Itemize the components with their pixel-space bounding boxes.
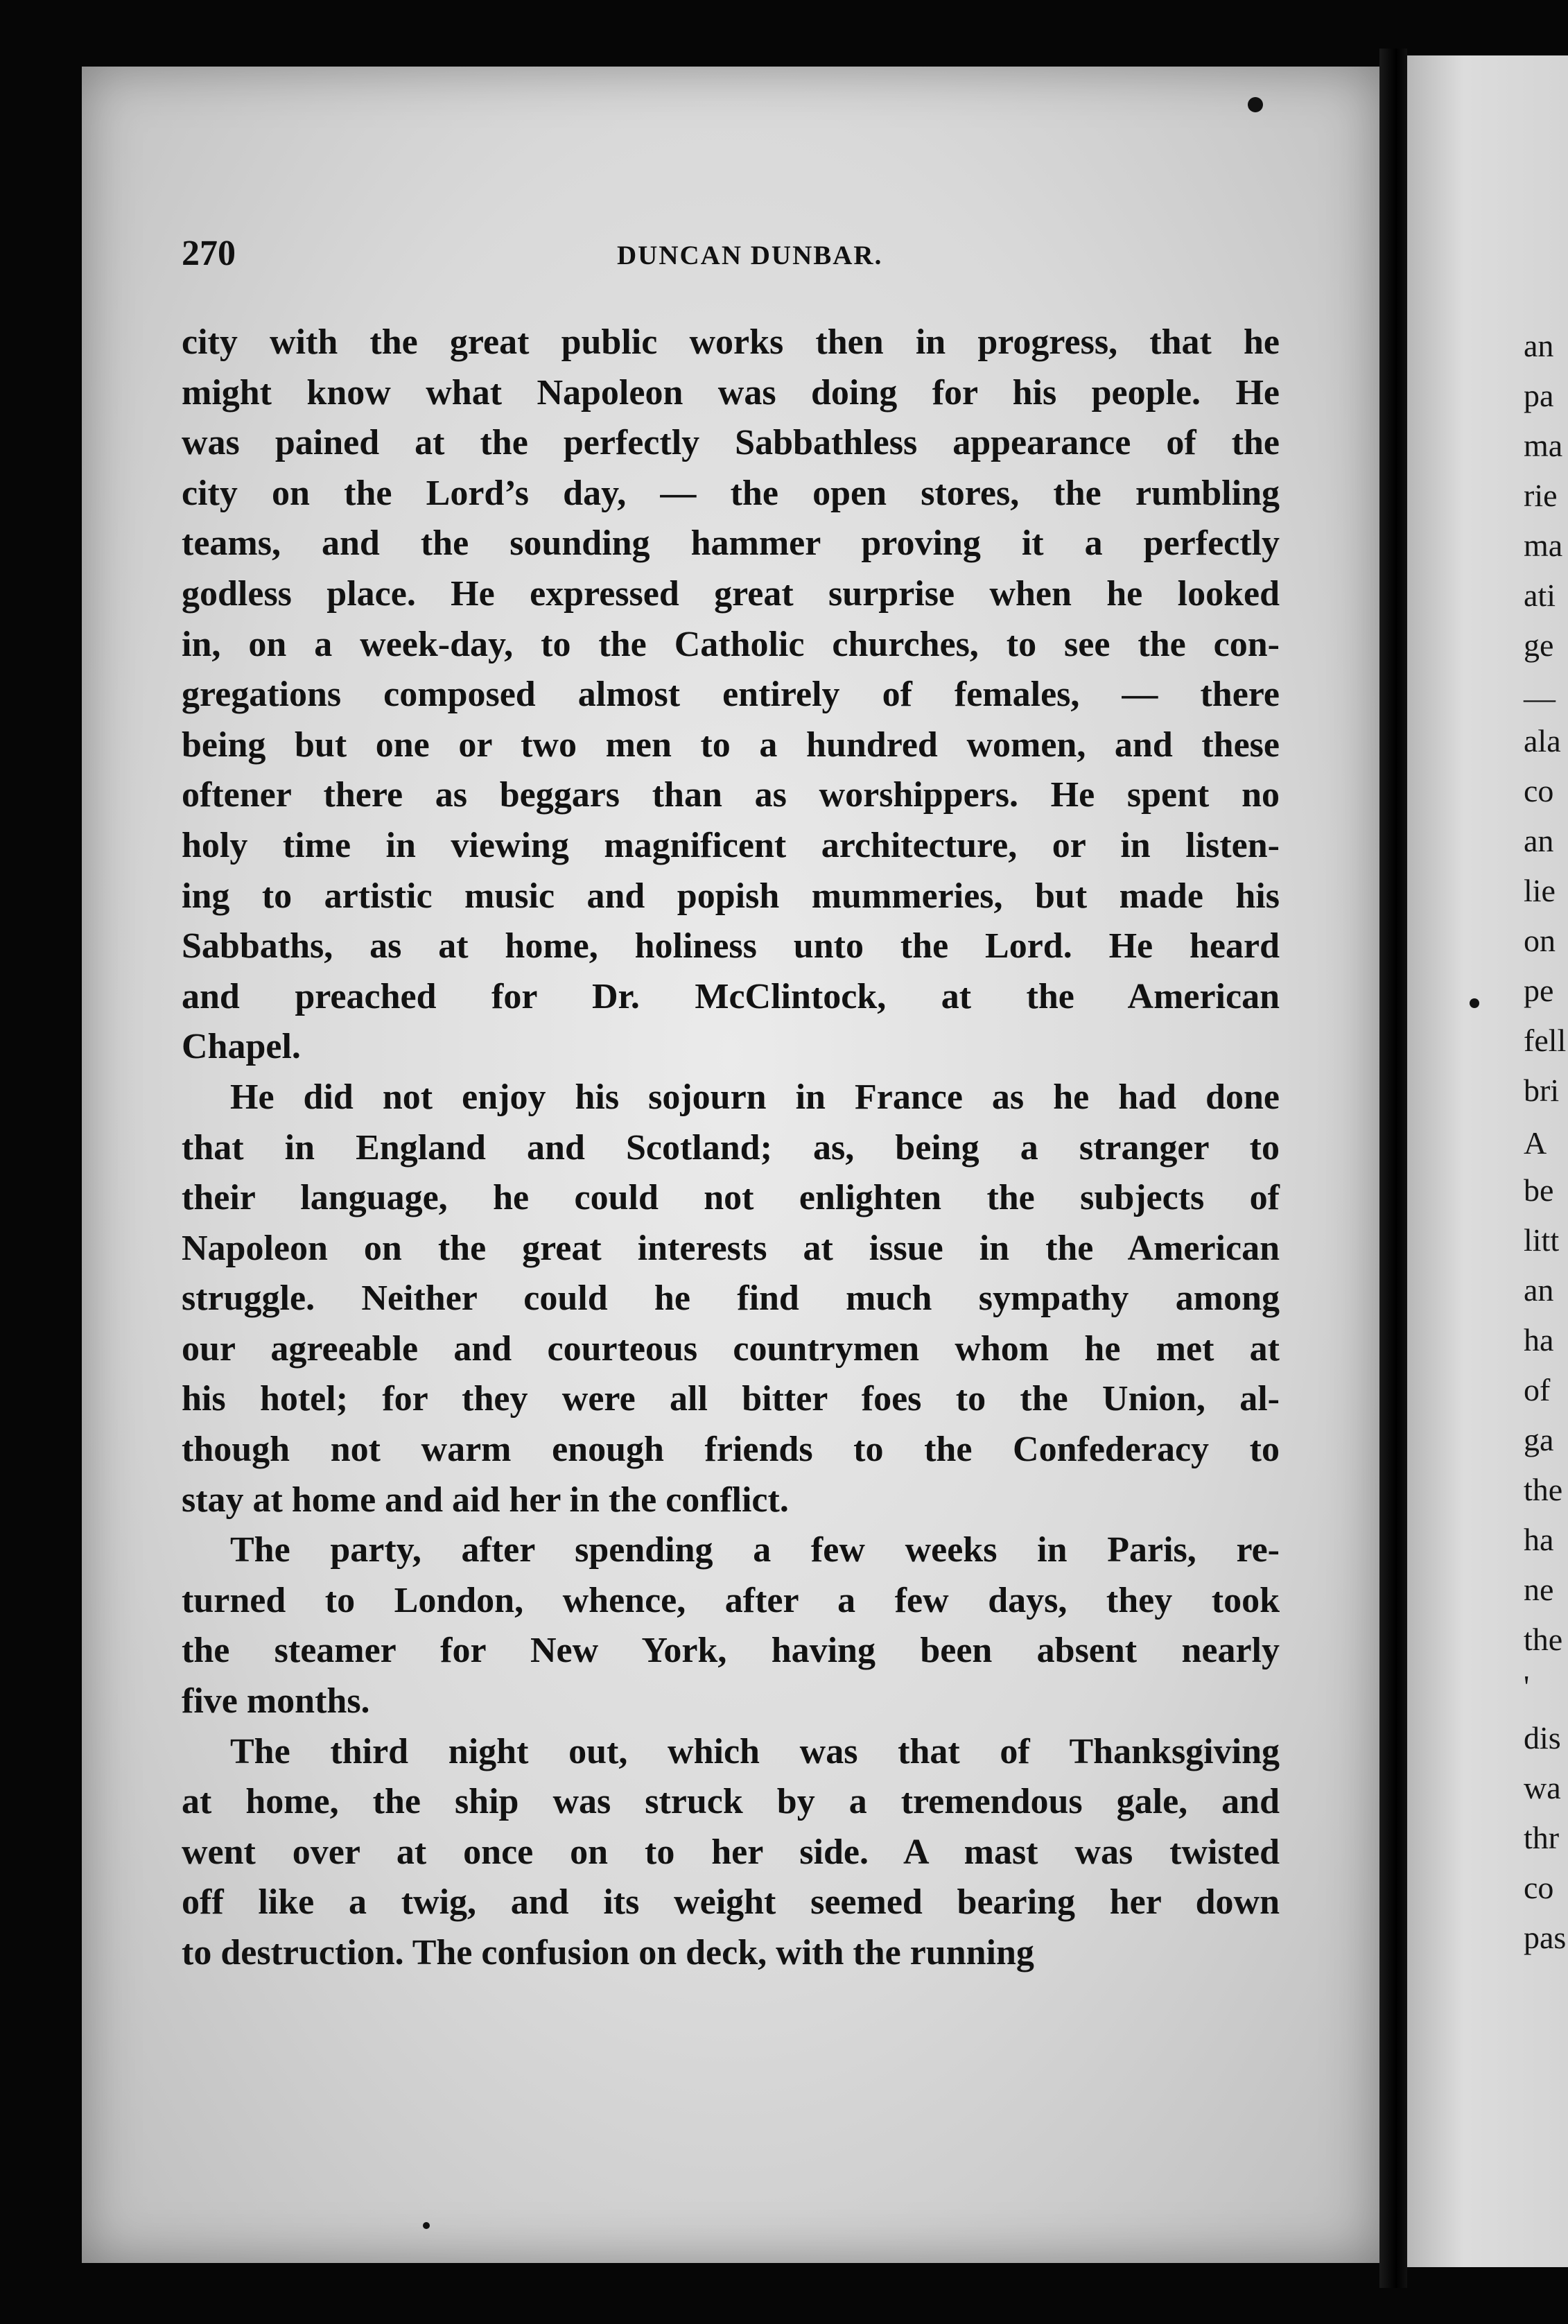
facing-page-fragment: ati: [1524, 578, 1556, 613]
facing-page-fragment: co: [1524, 1870, 1554, 1905]
text-line: ing to artistic music and popish mummeries, but made his: [182, 876, 1280, 916]
facing-page-fragment: lie: [1524, 873, 1556, 908]
facing-page-fragment: pas: [1524, 1920, 1567, 1955]
text-line: city with the great public works then in progress, that he: [182, 322, 1280, 362]
facing-page-fragment: ge: [1524, 627, 1554, 663]
text-line: Sabbaths, as at home, holiness unto the Lord. He heard: [182, 926, 1280, 966]
facing-page-fragment: the: [1524, 1472, 1563, 1507]
text-line: that in England and Scotland; as, being a stranger to: [182, 1127, 1280, 1168]
body-text: [182, 318, 1280, 1979]
text-line: The third night out, which was that of Thanksgiving: [230, 1731, 1280, 1771]
running-head: DUNCAN DUNBAR.: [617, 241, 883, 270]
facing-page-fragment: wa: [1524, 1770, 1561, 1805]
text-line: went over at once on to her side. A mast was twisted: [182, 1832, 1280, 1872]
text-line: might know what Napoleon was doing for his people. He: [182, 372, 1280, 413]
book-gutter: [1379, 49, 1407, 2288]
text-line: The party, after spending a few weeks in Paris, re-: [230, 1530, 1280, 1570]
facing-page-fragment: ma: [1524, 428, 1563, 463]
facing-page-fragment: thr: [1524, 1820, 1560, 1855]
text-line: turned to London, whence, after a few days, they took: [182, 1580, 1280, 1620]
facing-page-fragment: litt: [1524, 1222, 1560, 1258]
facing-page-fragment: co: [1524, 773, 1554, 808]
text-line: city on the Lord’s day, — the open stores, the rumbling: [182, 473, 1280, 513]
text-line: and preached for Dr. McClintock, at the American: [182, 976, 1280, 1016]
text-line: stay at home and aid her in the conflict.: [182, 1480, 789, 1520]
text-line: teams, and the sounding hammer proving it a perfectly: [182, 523, 1280, 564]
scan-speck: [1470, 998, 1479, 1008]
facing-page-fragment: ha: [1524, 1322, 1554, 1358]
page-number: 270: [182, 234, 236, 273]
facing-page-fragment: dis: [1524, 1720, 1561, 1755]
facing-page-fragment: an: [1524, 1272, 1554, 1308]
facing-page-fragment: of: [1524, 1372, 1551, 1407]
text-line: struggle. Neither could he find much sympathy among: [182, 1278, 1280, 1319]
facing-page-fragment: pe: [1524, 973, 1554, 1008]
scan-speck: [423, 2222, 430, 2229]
text-line: to destruction. The confusion on deck, with the running: [182, 1933, 1034, 1972]
facing-page-fragment: bri: [1524, 1073, 1560, 1108]
text-line: Chapel.: [182, 1027, 301, 1067]
facing-page-fragment: fell: [1524, 1023, 1567, 1058]
text-line: godless place. He expressed great surprise when he looked: [182, 573, 1280, 614]
facing-page-fragment: —: [1524, 680, 1556, 716]
facing-page-fragment: ma: [1524, 528, 1563, 563]
text-line: our agreeable and courteous countrymen whom he met at: [182, 1328, 1280, 1369]
facing-page-fragment: ha: [1524, 1522, 1554, 1557]
text-line: off like a twig, and its weight seemed bearing her down: [182, 1882, 1280, 1923]
text-line: at home, the ship was struck by a tremendous gale, and: [182, 1782, 1280, 1822]
text-line: though not warm enough friends to the Confederacy to: [182, 1430, 1280, 1470]
text-line: He did not enjoy his sojourn in France as he had done: [230, 1077, 1280, 1117]
text-line: five months.: [182, 1681, 370, 1722]
facing-page-fragment: ga: [1524, 1422, 1554, 1457]
facing-page-fragment: an: [1524, 823, 1554, 858]
facing-page-fragment: ne: [1524, 1572, 1554, 1607]
facing-page-fragment: ala: [1524, 723, 1561, 758]
facing-page-fragment: ': [1524, 1669, 1530, 1704]
facing-page-fragment: an: [1524, 328, 1554, 363]
scan-speck: [1248, 97, 1263, 112]
facing-page-fragment: the: [1524, 1622, 1563, 1657]
text-line: being but one or two men to a hundred women, and these: [182, 725, 1280, 765]
text-line: gregations composed almost entirely of females, — there: [182, 675, 1280, 715]
text-line: the steamer for New York, having been absent nearly: [182, 1631, 1280, 1671]
text-line: Napoleon on the great interests at issue in the American: [182, 1228, 1280, 1268]
facing-page: [1407, 55, 1568, 2267]
facing-page-fragment: rie: [1524, 478, 1558, 513]
facing-page-fragment: pa: [1524, 378, 1554, 413]
text-line: in, on a week-day, to the Catholic churches, to see the con-: [182, 624, 1280, 664]
facing-page-fragment: on: [1524, 923, 1556, 958]
facing-page-fragment: A: [1524, 1125, 1547, 1161]
text-line: was pained at the perfectly Sabbathless appearance of the: [182, 423, 1280, 463]
text-line: their language, he could not enlighten the subjects of: [182, 1178, 1280, 1218]
text-line: his hotel; for they were all bitter foes to the Union, al-: [182, 1379, 1280, 1419]
text-line: holy time in viewing magnificent architecture, or in listen-: [182, 825, 1280, 865]
text-line: oftener there as beggars than as worshippers. He spent no: [182, 775, 1280, 815]
facing-page-fragment: be: [1524, 1172, 1554, 1208]
